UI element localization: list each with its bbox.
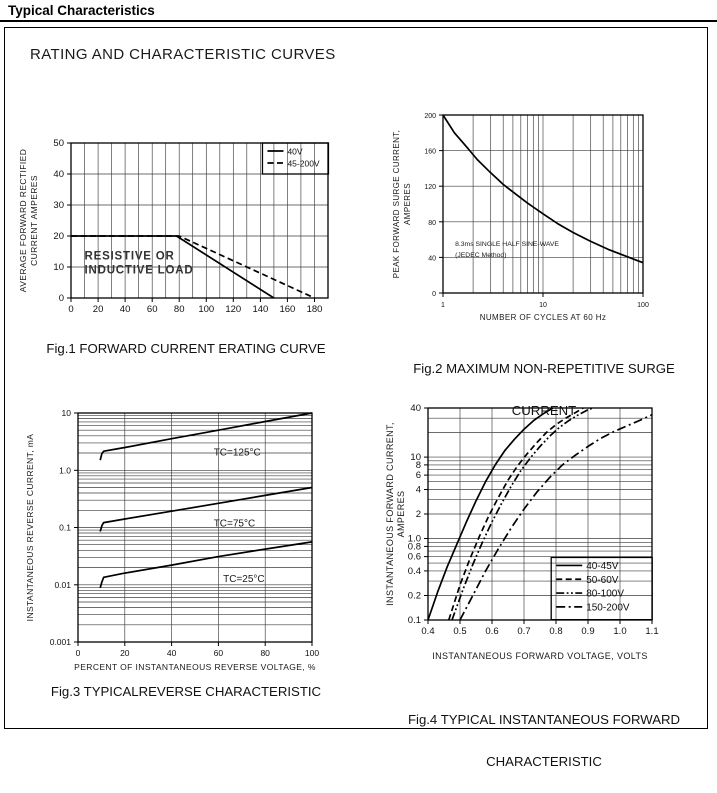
legend-label: 40V [287,146,303,157]
y-tick-label: 0.01 [54,579,71,590]
legend-label: 45-200V [287,158,320,169]
x-tick-label: 40 [166,648,177,658]
x-tick-label: 1.0 [613,626,627,637]
y-tick-label: 0.1 [407,615,421,626]
x-tick-label: 40 [119,304,131,315]
y-tick-label: 10 [410,452,421,464]
fig2-caption [378,337,710,442]
y-tick-label: 0.6 [407,551,421,563]
y-tick-label: 0 [432,291,436,298]
x-tick-label: 20 [120,648,130,658]
y-tick-label: 20 [53,231,64,242]
y-tick-label: 50 [53,138,64,149]
x-tick-label: 0.7 [517,626,531,637]
legend-label: 40-45V [586,560,619,572]
y-tick-label: 4 [415,484,421,496]
fig3-caption: Fig.3 TYPICALREVERSE CHARACTERISTIC [50,684,322,699]
y-tick-label: 40 [428,255,436,263]
y-axis-title: CURRENT AMPERES [29,175,39,266]
annotation: (JEDEC Method) [455,251,507,259]
y-axis-title: INSTANTANEOUS REVERSE CURRENT, mA [25,433,35,622]
x-tick-label: 0 [75,648,81,658]
x-axis-title: NUMBER OF CYCLES AT 60 Hz [479,313,607,322]
x-tick-label: 1 [441,302,445,309]
x-tick-label: 160 [279,304,296,315]
y-tick-label: 200 [424,113,436,120]
x-tick-label: 0.5 [453,626,467,637]
y-tick-label: 40 [53,169,64,180]
x-tick-label: 0.6 [485,626,499,637]
fig1-derating-chart [10,118,370,336]
y-tick-label: 0.1 [59,522,71,533]
y-tick-label: 80 [428,219,436,227]
x-tick-label: 10 [539,302,547,309]
x-tick-label: 100 [198,304,215,315]
legend-label: 150-200V [586,602,630,614]
y-tick-label: 10 [53,262,64,273]
x-tick-label: 140 [252,304,269,315]
series-TC75C [100,488,312,532]
y-axis-title: AMPERES [403,183,412,225]
annotation: 8.3ms SINGLE HALF SINE-WAVE [455,240,559,248]
y-tick-label: 0.4 [407,565,421,577]
y-tick-label: 8 [415,459,421,471]
y-tick-label: 0 [58,293,64,304]
fig4-caption-line2: CHARACTERISTIC [486,754,602,769]
y-tick-label: 10 [61,408,71,418]
y-axis-title: AMPERES [396,490,406,538]
y-tick-label: 1.0 [407,533,421,545]
fig3-reverse-chart [15,393,365,678]
x-tick-label: 0.8 [549,626,563,637]
legend-label: 50-60V [586,574,619,586]
y-axis-title: AVERAGE FORWARD RECTIFIED [18,148,28,293]
y-tick-label: 0.001 [49,637,71,647]
y-axis-title: PEAK FORWARD SURGE CURRENT, [392,129,401,279]
y-tick-label: 160 [424,148,436,156]
annotation: TC=75°C [213,518,256,530]
x-tick-label: 60 [213,648,224,658]
y-tick-label: 1.0 [59,465,71,476]
y-tick-label: 2 [415,509,421,520]
x-tick-label: 80 [260,648,270,658]
x-tick-label: 1.1 [645,626,659,637]
y-axis-title: INSTANTANEOUS FORWARD CURRENT, [385,422,395,606]
fig1-caption: Fig.1 FORWARD CURRENT ERATING CURVE [46,341,326,356]
x-tick-label: 180 [306,304,323,315]
series-TC25C [100,542,312,588]
x-tick-label: 80 [173,304,185,315]
x-tick-label: 0.4 [421,626,435,637]
y-tick-label: 40 [410,403,421,414]
y-tick-label: 6 [415,470,421,482]
section-heading: RATING AND CHARACTERISTIC CURVES [30,46,336,63]
fig2-caption-line1: Fig.2 MAXIMUM NON-REPETITIVE SURGE [413,361,675,376]
x-tick-label: 120 [225,304,242,315]
y-tick-label: 0.2 [407,590,421,602]
annotation: TC=25°C [223,573,265,585]
x-tick-label: 60 [146,304,158,315]
x-tick-label: 0.9 [581,626,595,637]
x-tick-label: 100 [637,302,649,309]
title-divider [0,20,717,22]
annotation: RESISTIVE OR [84,250,175,263]
x-tick-label: 20 [92,304,104,315]
y-tick-label: 30 [53,200,64,211]
y-tick-label: 120 [424,184,436,192]
y-tick-label: 0.8 [407,541,421,553]
annotation: INDUCTIVE LOAD [84,264,194,277]
fig2-caption-line2: CURRENT [511,403,577,418]
x-axis-title: PERCENT OF INSTANTANEOUS REVERSE VOLTAGE, % [74,662,316,672]
annotation: TC=125°C [213,447,261,459]
legend-label: 80-100V [586,588,625,600]
fig4-caption [378,688,710,793]
fig4-caption-line1: Fig.4 TYPICAL INSTANTANEOUS FORWARD [407,712,681,727]
fig2-surge-chart [385,100,710,332]
page-title: Typical Characteristics [8,3,155,18]
x-tick-label: 100 [304,648,320,658]
x-axis-title: INSTANTANEOUS FORWARD VOLTAGE, VOLTS [432,651,648,661]
x-tick-label: 0 [68,304,74,315]
